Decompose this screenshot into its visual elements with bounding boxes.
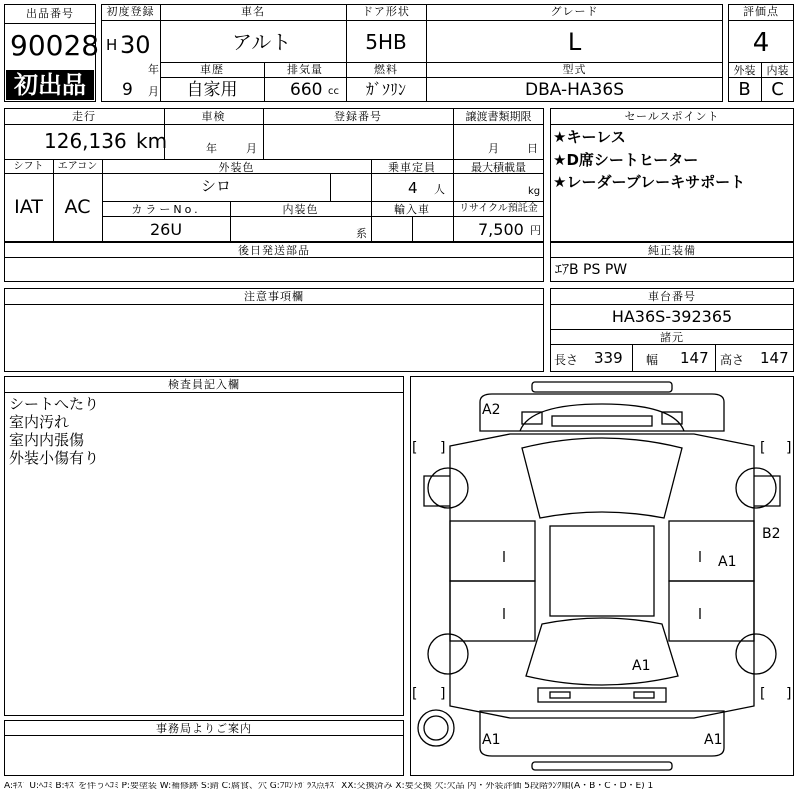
notes-label: 注意事項欄 bbox=[244, 290, 304, 303]
transfer-month-unit: 月 bbox=[488, 142, 499, 155]
first-listing-badge: 初出品 bbox=[6, 70, 94, 100]
bracket-tr-close: ] bbox=[786, 440, 792, 456]
displacement: 660 bbox=[290, 80, 323, 100]
capacity: 4 bbox=[408, 179, 418, 197]
shift-label: シフト bbox=[13, 161, 44, 172]
car-history: 自家用 bbox=[186, 80, 238, 100]
inspector-note-4: 外装小傷有り bbox=[9, 449, 100, 467]
history-label: 車歴 bbox=[200, 63, 224, 76]
interior-grade: C bbox=[771, 79, 784, 100]
car-diagram bbox=[410, 376, 794, 776]
interior-label: 内装 bbox=[766, 64, 789, 77]
bracket-tl-open: [ bbox=[412, 440, 418, 456]
model-code: DBA-HA36S bbox=[525, 80, 624, 100]
length-value: 339 bbox=[594, 349, 623, 367]
car-name: アルト bbox=[232, 30, 292, 54]
transfer-day-unit: 日 bbox=[527, 142, 538, 155]
transfer-docs-label: 譲渡書類期限 bbox=[465, 110, 532, 123]
capacity-unit: 人 bbox=[434, 183, 445, 196]
displacement-unit: cc bbox=[328, 86, 339, 97]
score-label: 評価点 bbox=[743, 5, 779, 18]
bracket-bl-open: [ bbox=[412, 686, 418, 702]
bracket-bl-close: ] bbox=[440, 686, 446, 702]
first-reg-year: 30 bbox=[120, 31, 151, 59]
ac-label: エアコン bbox=[57, 161, 98, 172]
legend: A:ｷｽﾞ U:ﾍｺﾐ B:ｷｽﾞを伴うﾍｺﾐ P:要塗装 W:補修跡 S:錆 C:腐食、穴 G:ﾌﾛﾝﾄｶﾞﾗｽ点ｷｽﾞ XX:交換済み X:要交換 欠:欠品 内・外装評価 5段階ﾗﾝｸ順(A・B・C・D・E) 1 bbox=[4, 782, 654, 791]
recycle-fee: 7,500 bbox=[478, 220, 524, 239]
later-parts-label: 後日発送部品 bbox=[238, 244, 310, 257]
car-name-label: 車名 bbox=[241, 5, 265, 18]
damage-mark-a1-right-door: A1 bbox=[718, 554, 737, 570]
color-number: 26U bbox=[149, 220, 183, 239]
damage-mark-b2: B2 bbox=[762, 526, 781, 542]
color-label: 外装色 bbox=[218, 161, 255, 174]
damage-mark-a1-rear-left: A1 bbox=[482, 732, 501, 748]
dimensions-label: 諸元 bbox=[660, 331, 684, 344]
era: H bbox=[106, 36, 118, 54]
max-load-label: 最大積載量 bbox=[471, 161, 526, 174]
year-unit: 年 bbox=[148, 63, 159, 76]
mileage-unit: km bbox=[136, 129, 168, 153]
equipment-label: 純正装備 bbox=[648, 244, 696, 257]
inspection-month-unit: 月 bbox=[246, 142, 257, 155]
width-label: 幅 bbox=[646, 353, 659, 367]
sales-point-3: ★レーダーブレーキサポート bbox=[553, 173, 746, 191]
lot-number-box bbox=[4, 4, 100, 102]
damage-mark-a1-rear: A1 bbox=[632, 658, 651, 674]
first-reg-month: 9 bbox=[122, 80, 133, 100]
sales-point-2: ★D席シートヒーター bbox=[553, 151, 699, 169]
height-label: 高さ bbox=[720, 353, 745, 367]
width-value: 147 bbox=[680, 349, 709, 367]
month-unit: 月 bbox=[148, 85, 159, 98]
mileage-label: 走行 bbox=[72, 110, 96, 123]
recycle-unit: 円 bbox=[530, 224, 541, 237]
chassis-label: 車台番号 bbox=[648, 290, 696, 303]
exterior-grade: B bbox=[738, 79, 751, 100]
mileage: 126,136 bbox=[44, 129, 127, 153]
lot-number-label: 出品番号 bbox=[26, 7, 74, 20]
bracket-br-open: [ bbox=[760, 686, 766, 702]
body-color: シロ bbox=[200, 177, 231, 195]
shift: IAT bbox=[14, 196, 43, 218]
length-label: 長さ bbox=[554, 353, 579, 367]
sales-points-label: セールスポイント bbox=[624, 110, 720, 123]
inspector-label: 検査員記入欄 bbox=[168, 378, 240, 391]
door-type: 5HB bbox=[365, 30, 407, 54]
damage-mark-a1-rear-right: A1 bbox=[704, 732, 723, 748]
interior-color-unit: 系 bbox=[356, 227, 367, 240]
chassis-number: HA36S-392365 bbox=[611, 307, 733, 326]
bracket-tl-close: ] bbox=[440, 440, 446, 456]
max-load-unit: kg bbox=[528, 186, 541, 197]
air-conditioner: AC bbox=[64, 196, 91, 218]
score: 4 bbox=[752, 28, 770, 58]
equipment-value: ｴｱB PS PW bbox=[555, 262, 628, 278]
bracket-br-close: ] bbox=[786, 686, 792, 702]
color-number-label: カラーNo. bbox=[131, 203, 201, 216]
inspection-year-unit: 年 bbox=[206, 142, 217, 155]
reg-number-label: 登録番号 bbox=[334, 110, 382, 123]
height-value: 147 bbox=[760, 349, 789, 367]
grade-label: グレード bbox=[550, 5, 599, 18]
lot-number: 90028 bbox=[10, 29, 100, 62]
recycle-label: リサイクル預託金 bbox=[459, 203, 538, 214]
first-reg-label: 初度登録 bbox=[106, 5, 155, 18]
model-label: 型式 bbox=[562, 63, 587, 76]
sales-point-1: ★キーレス bbox=[553, 128, 626, 146]
fuel: ｶﾞｿﾘﾝ bbox=[365, 80, 406, 99]
capacity-label: 乗車定員 bbox=[388, 161, 436, 174]
damage-mark-a2: A2 bbox=[482, 402, 501, 418]
bracket-tr-open: [ bbox=[760, 440, 766, 456]
inspector-note-3: 室内内張傷 bbox=[9, 431, 85, 449]
displacement-label: 排気量 bbox=[287, 63, 323, 76]
interior-color-label: 内装色 bbox=[282, 203, 319, 216]
inspector-note-2: 室内汚れ bbox=[9, 413, 70, 431]
import-label: 輸入車 bbox=[394, 203, 430, 216]
door-label: ドア形状 bbox=[362, 5, 410, 18]
office-label: 事務局よりご案内 bbox=[156, 722, 252, 735]
grade: L bbox=[567, 28, 582, 56]
inspector-note-1: シートへたり bbox=[9, 395, 100, 413]
fuel-label: 燃料 bbox=[374, 63, 398, 76]
exterior-label: 外装 bbox=[733, 64, 756, 77]
inspection-label: 車検 bbox=[201, 110, 226, 123]
